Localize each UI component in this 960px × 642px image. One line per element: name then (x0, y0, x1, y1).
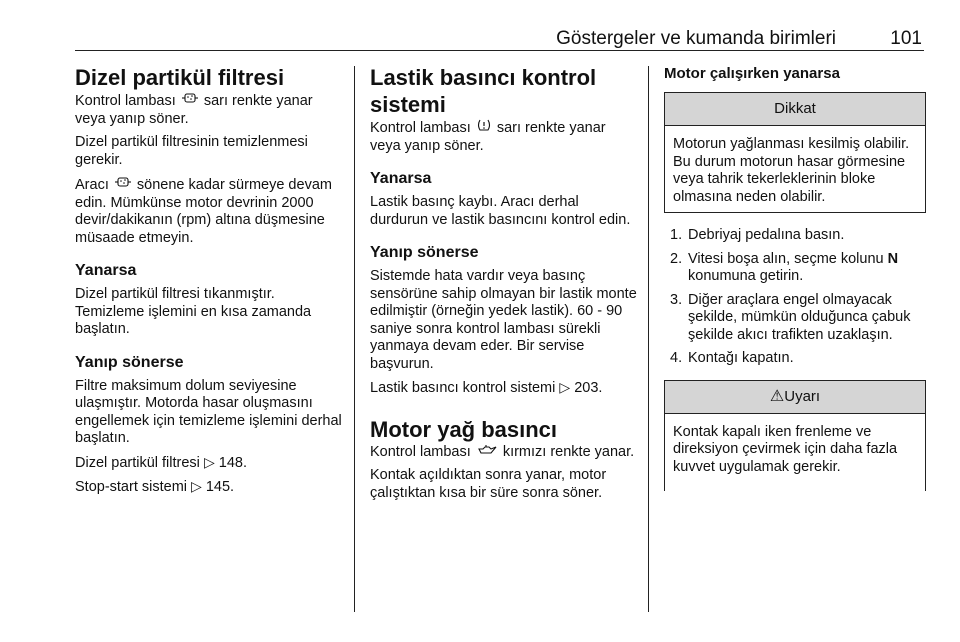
oil-can-icon (477, 443, 497, 461)
page-header (75, 24, 924, 51)
paragraph: Kontrol lambası sarı renkte yanar veya yanıp söner. (370, 120, 606, 154)
subheading-yanarsa: Yanarsa (75, 262, 137, 279)
header-title: Göstergeler ve kumanda birimleri (556, 28, 836, 49)
paragraph: Sistemde hata vardır veya basınç sensörüne sahip olmayan bir lastik monte edilmiştir (örneğin yedek lastik). 60 - 90 saniye sonra kontrol lambası sürekli yanmaya devam eder. Bir servise başvurun. (370, 268, 637, 372)
page-reference-icon: ▷ (191, 478, 202, 494)
paragraph: Lastik basınç kaybı. Aracı derhal durdurun ve lastik basıncını kontrol edin. (370, 194, 631, 228)
paragraph: Kontrol lambası kırmızı renkte yanar. (370, 443, 635, 460)
list-item: 2. Vitesi boşa alın, seçme kolunu N konumuna getirin. (670, 250, 899, 284)
paragraph: Aracı sönene kadar sürmeye devam edin. Mümkünse motor devrinin 2000 devir/dakikanın (rpm) altına düşmesine müsaade etmeyin. (75, 177, 332, 246)
page-reference-icon: ▷ (203, 453, 215, 470)
page-number: 101 (890, 28, 922, 49)
diesel-particulate-filter-icon (182, 91, 198, 110)
column-dpf (75, 64, 345, 503)
warning-box (664, 380, 926, 491)
list-item: 1. Debriyaj pedalına basın. (670, 227, 845, 243)
subheading-engine-running: Motor çalışırken yanarsa (664, 65, 840, 82)
column-divider (354, 66, 355, 612)
warning-title: ⚠Uyarı (665, 381, 925, 414)
column-divider (648, 66, 649, 612)
cross-reference[interactable]: Dizel partikül filtresi ▷ 148. (75, 453, 247, 471)
cross-reference[interactable]: Stop-start sistemi ▷ 145. (75, 478, 235, 495)
section-title-oil-pressure: Motor yağ basıncı (370, 416, 558, 442)
list-item: 3. Diğer araçlara engel olmayacak şekilde, mümkün olduğunca çabuk şekilde akıcı trafikten uzaklaşın. (670, 291, 911, 343)
caution-text: Motorun yağlanması kesilmiş olabilir. Bu durum motorun hasar görmesine veya tahrik tekerleklerinin bloke olmasına neden olabilir. (673, 136, 910, 205)
column-engine-running (664, 64, 926, 505)
warning-text: Kontak kapalı iken frenleme ve direksiyon çevirmek için daha fazla kuvvet uygulamak gerekir. (673, 423, 898, 475)
page-reference-icon: ▷ (559, 379, 571, 395)
section-title-tpms: Lastik basıncı kontrol sistemi (370, 65, 597, 117)
paragraph: Filtre maksimum dolum seviyesine ulaşmıştır. Motorda hasar oluşmasını engellemek için temizleme işlemini derhal başlatın. (75, 377, 342, 446)
section-title-dpf: Dizel partikül filtresi (75, 65, 285, 90)
paragraph: Dizel partikül filtresi tıkanmıştır. Temizleme işlemini en kısa zamanda başlatın. (75, 286, 312, 337)
warning-triangle-icon: ⚠ (769, 387, 785, 405)
paragraph: Dizel partikül filtresinin temizlenmesi gerekir. (75, 134, 308, 168)
step-list (664, 227, 926, 368)
paragraph: Kontak açıldıktan sonra yanar, motor çalıştıktan kısa bir süre sonra söner. (370, 467, 607, 501)
paragraph: Kontrol lambası sarı renkte yanar veya yanıp söner. (75, 93, 313, 127)
caution-box (664, 92, 926, 213)
caution-title: Dikkat (665, 93, 925, 126)
list-item: 4. Kontağı kapatın. (670, 350, 794, 366)
tire-pressure-icon (477, 118, 491, 137)
subheading-yanip-sonerse: Yanıp sönerse (75, 353, 184, 371)
cross-reference[interactable]: Lastik basıncı kontrol sistemi ▷ 203. (370, 379, 603, 396)
column-tpms (370, 64, 638, 508)
diesel-particulate-filter-icon (115, 175, 131, 194)
subheading-yanarsa: Yanarsa (370, 170, 432, 187)
subheading-yanip-sonerse: Yanıp sönerse (370, 244, 479, 261)
